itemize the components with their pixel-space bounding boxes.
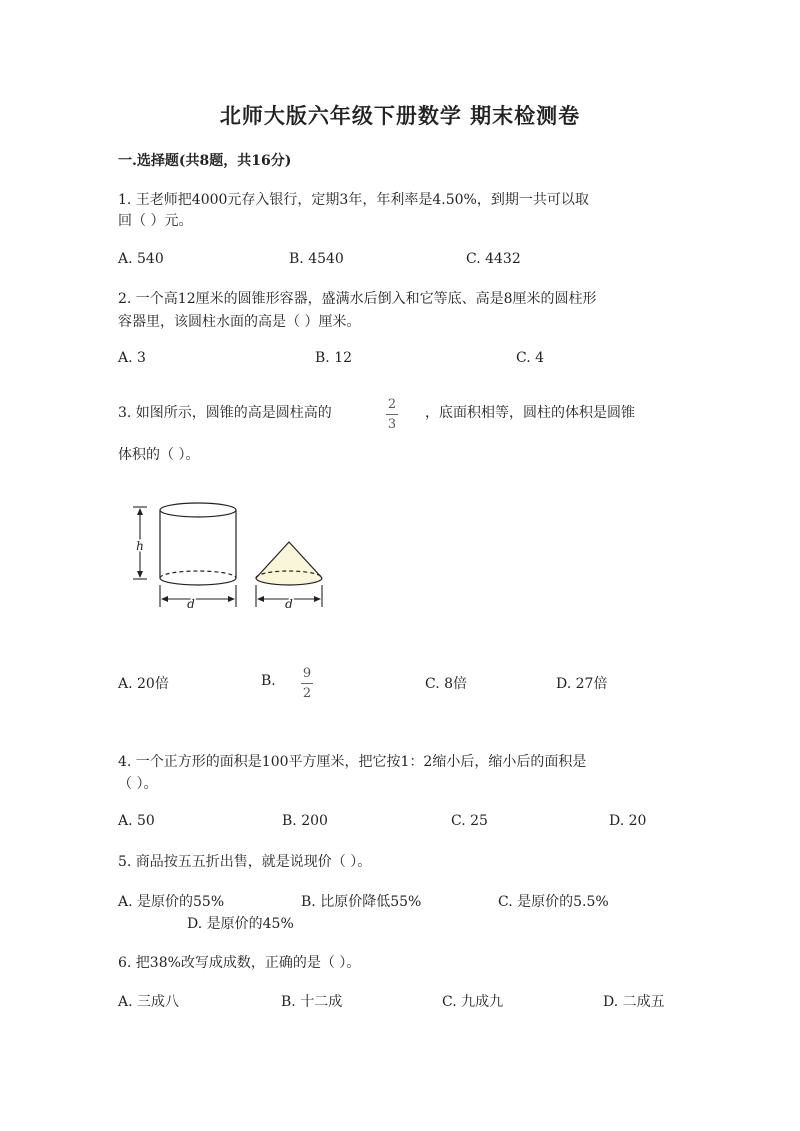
question-3-line-1b: ，底面积相等，圆柱的体积是圆锥 (425, 405, 635, 421)
question-3-option-b[interactable]: B. (261, 673, 276, 689)
height-label: h (136, 539, 144, 553)
question-4-line-2: （ ）。 (118, 776, 158, 792)
question-1-option-c[interactable]: C. 4432 (466, 251, 521, 267)
question-3-option-d[interactable]: D. 27倍 (556, 676, 608, 692)
question-4-option-a[interactable]: A. 50 (118, 813, 155, 829)
fraction-bar (301, 683, 313, 684)
question-2-option-a[interactable]: A. 3 (118, 350, 146, 366)
question-5-option-c[interactable]: C. 是原价的5.5% (498, 894, 609, 910)
fraction-numerator: 9 (302, 666, 312, 681)
question-4-line-1: 4. 一个正方形的面积是100平方厘米，把它按1：2缩小后，缩小后的面积是 (118, 754, 587, 770)
question-3-option-b-fraction (301, 666, 313, 701)
cylinder-diameter-label: d (187, 597, 195, 611)
question-3-option-a[interactable]: A. 20倍 (118, 676, 169, 692)
question-5-line-1: 5. 商品按五五折出售，就是说现价（ ）。 (118, 854, 372, 870)
question-2-line-2: 容器里，该圆柱水面的高是（ ）厘米。 (118, 314, 361, 330)
question-6-option-b[interactable]: B. 十二成 (281, 994, 343, 1010)
question-5-option-a[interactable]: A. 是原价的55% (118, 894, 225, 910)
cylinder-diameter-arrow (160, 585, 236, 607)
question-5-option-b[interactable]: B. 比原价降低55% (301, 894, 422, 910)
fraction-denominator: 3 (387, 417, 397, 432)
question-1-line-1: 1. 王老师把4000元存入银行，定期3年，年利率是4.50%，到期一共可以取 (118, 192, 589, 208)
question-6-option-c[interactable]: C. 九成九 (442, 994, 504, 1010)
cylinder-shape (160, 503, 236, 585)
question-2-option-c[interactable]: C. 4 (516, 350, 545, 366)
cone-diameter-label: d (285, 597, 293, 611)
question-4-option-c[interactable]: C. 25 (451, 813, 488, 829)
question-1-option-b[interactable]: B. 4540 (289, 251, 344, 267)
question-6-option-a[interactable]: A. 三成八 (118, 994, 180, 1010)
question-3-line-1a: 3. 如图所示，圆锥的高是圆柱高的 (118, 405, 332, 421)
question-3-line-2: 体积的（ ）。 (118, 447, 200, 463)
question-6-line-1: 6. 把38%改写成成数，正确的是（ ）。 (118, 955, 361, 971)
question-5-option-d[interactable]: D. 是原价的45% (187, 916, 294, 932)
fraction-denominator: 2 (302, 686, 312, 701)
question-3-fraction (386, 397, 398, 432)
question-4-option-b[interactable]: B. 200 (282, 813, 328, 829)
cylinder-cone-figure (125, 495, 345, 620)
question-3-option-c[interactable]: C. 8倍 (425, 676, 468, 692)
question-2-line-1: 2. 一个高12厘米的圆锥形容器，盛满水后倒入和它等底、高是8厘米的圆柱形 (118, 291, 597, 307)
section-heading: 一.选择题(共8题，共16分) (118, 153, 292, 169)
cone-shape (256, 542, 322, 585)
question-6-option-d[interactable]: D. 二成五 (603, 994, 665, 1010)
page-title: 北师大版六年级下册数学 期末检测卷 (219, 103, 581, 128)
question-1-option-a[interactable]: A. 540 (118, 251, 164, 267)
fraction-numerator: 2 (387, 397, 397, 412)
question-2-option-b[interactable]: B. 12 (315, 350, 353, 366)
fraction-bar (386, 414, 398, 415)
question-4-option-d[interactable]: D. 20 (609, 813, 647, 829)
question-1-line-2: 回（ ）元。 (118, 213, 193, 229)
